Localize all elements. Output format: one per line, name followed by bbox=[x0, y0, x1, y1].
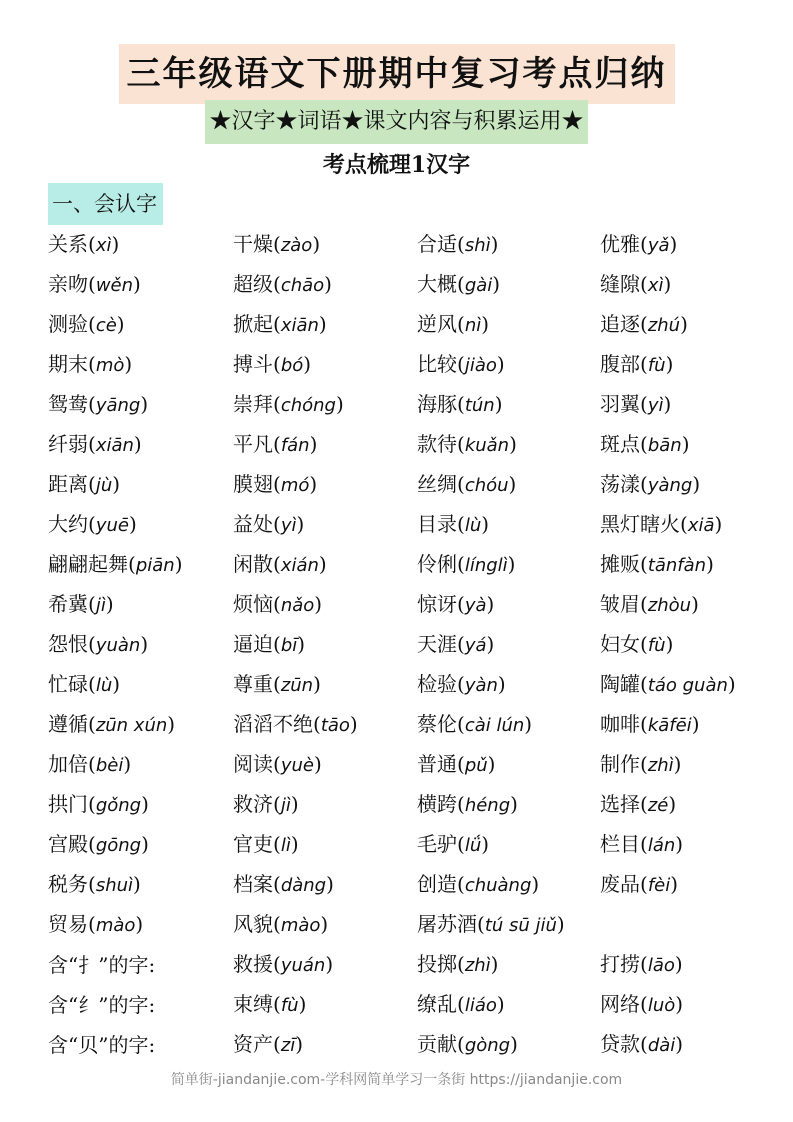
word-entry: 纤弱(xiān) bbox=[48, 432, 142, 456]
word-entry: 期末(mò) bbox=[48, 352, 133, 376]
word-entry: 普通(pǔ) bbox=[417, 752, 496, 776]
word-row bbox=[48, 225, 788, 265]
word-entry: 检验(yàn) bbox=[417, 672, 506, 696]
word-row bbox=[48, 745, 788, 785]
word-entry: 款待(kuǎn) bbox=[417, 432, 517, 456]
word-entry: 阅读(yuè) bbox=[233, 752, 322, 776]
word-entry: 拱门(gǒng) bbox=[48, 792, 149, 816]
word-entry: 伶俐(línglì) bbox=[417, 552, 516, 576]
word-entry: 风貌(mào) bbox=[233, 912, 329, 936]
word-entry: 腹部(fù) bbox=[600, 352, 674, 376]
word-entry: 贷款(dài) bbox=[600, 1032, 684, 1056]
word-row bbox=[48, 265, 788, 305]
word-row bbox=[48, 785, 788, 825]
word-entry: 膜翅(mó) bbox=[233, 472, 318, 496]
word-entry: 妇女(fù) bbox=[600, 632, 674, 656]
word-entry: 天涯(yá) bbox=[417, 632, 495, 656]
word-row bbox=[48, 905, 788, 945]
word-entry: 网络(luò) bbox=[600, 992, 684, 1016]
word-entry: 束缚(fù) bbox=[233, 992, 307, 1016]
word-row bbox=[48, 585, 788, 625]
word-row bbox=[48, 865, 788, 905]
word-entry: 尊重(zūn) bbox=[233, 672, 321, 696]
word-row bbox=[48, 625, 788, 665]
word-entry: 掀起(xiān) bbox=[233, 312, 327, 336]
word-row bbox=[48, 505, 788, 545]
word-entry: 税务(shuì) bbox=[48, 872, 141, 896]
word-entry: 距离(jù) bbox=[48, 472, 121, 496]
word-entry: 闲散(xián) bbox=[233, 552, 327, 576]
word-entry: 皱眉(zhòu) bbox=[600, 592, 699, 616]
word-entry: 丝绸(chóu) bbox=[417, 472, 517, 496]
word-entry: 毛驴(lǘ) bbox=[417, 832, 490, 856]
word-entry: 档案(dàng) bbox=[233, 872, 334, 896]
word-entry: 逼迫(bī) bbox=[233, 632, 306, 656]
page-title: 三年级语文下册期中复习考点归纳 bbox=[119, 44, 675, 104]
word-entry: 滔滔不绝(tāo) bbox=[233, 712, 358, 736]
title-container bbox=[0, 44, 793, 104]
word-entry: 缭乱(liáo) bbox=[417, 992, 505, 1016]
word-entry: 目录(lù) bbox=[417, 512, 490, 536]
word-entry: 怨恨(yuàn) bbox=[48, 632, 149, 656]
word-row bbox=[48, 665, 788, 705]
word-entry: 蔡伦(cài lún) bbox=[417, 712, 533, 736]
word-entry: 资产(zī) bbox=[233, 1032, 304, 1056]
word-entry: 烦恼(nǎo) bbox=[233, 592, 323, 616]
word-row bbox=[48, 345, 788, 385]
word-entry: 咖啡(kāfēi) bbox=[600, 712, 700, 736]
word-entry: 干燥(zào) bbox=[233, 232, 321, 256]
word-entry: 亲吻(wěn) bbox=[48, 272, 141, 296]
word-row bbox=[48, 985, 788, 1025]
word-entry: 希冀(jì) bbox=[48, 592, 114, 616]
word-entry: 救济(jì) bbox=[233, 792, 299, 816]
word-entry: 宫殿(gōng) bbox=[48, 832, 149, 856]
word-entry: 含“贝”的字: bbox=[48, 1033, 156, 1057]
word-entry: 追逐(zhú) bbox=[600, 312, 688, 336]
word-row bbox=[48, 305, 788, 345]
word-row bbox=[48, 425, 788, 465]
word-entry: 平凡(fán) bbox=[233, 432, 318, 456]
word-entry: 救援(yuán) bbox=[233, 952, 334, 976]
section-heading: 考点梳理1汉字 bbox=[322, 152, 471, 178]
word-entry: 缝隙(xì) bbox=[600, 272, 672, 296]
word-grid bbox=[48, 225, 788, 1065]
word-row bbox=[48, 465, 788, 505]
word-entry: 打捞(lāo) bbox=[600, 952, 683, 976]
word-entry: 斑点(bān) bbox=[600, 432, 690, 456]
word-entry: 合适(shì) bbox=[417, 232, 499, 256]
word-entry: 搏斗(bó) bbox=[233, 352, 312, 376]
word-entry: 黑灯瞎火(xiā) bbox=[600, 512, 723, 536]
word-entry: 逆风(nì) bbox=[417, 312, 490, 336]
word-row bbox=[48, 545, 788, 585]
word-entry: 超级(chāo) bbox=[233, 272, 332, 296]
word-entry: 制作(zhì) bbox=[600, 752, 682, 776]
word-entry: 遵循(zūn xún) bbox=[48, 712, 176, 736]
word-entry: 优雅(yǎ) bbox=[600, 232, 678, 256]
word-entry: 关系(xì) bbox=[48, 232, 120, 256]
word-entry: 含“扌”的字: bbox=[48, 953, 156, 977]
word-entry: 官吏(lì) bbox=[233, 832, 299, 856]
word-entry: 陶罐(táo guàn) bbox=[600, 672, 736, 696]
word-entry: 加倍(bèi) bbox=[48, 752, 132, 776]
word-entry: 鸳鸯(yāng) bbox=[48, 392, 149, 416]
word-entry: 废品(fèi) bbox=[600, 872, 679, 896]
word-row bbox=[48, 945, 788, 985]
word-entry: 选择(zé) bbox=[600, 792, 677, 816]
word-entry: 摊贩(tānfàn) bbox=[600, 552, 714, 576]
word-entry: 翩翩起舞(piān) bbox=[48, 552, 183, 576]
word-entry: 荡漾(yàng) bbox=[600, 472, 701, 496]
word-row bbox=[48, 705, 788, 745]
word-entry: 比较(jiào) bbox=[417, 352, 505, 376]
word-entry: 益处(yì) bbox=[233, 512, 305, 536]
word-entry: 含“纟”的字: bbox=[48, 993, 156, 1017]
word-entry: 创造(chuàng) bbox=[417, 872, 540, 896]
word-entry: 崇拜(chóng) bbox=[233, 392, 344, 416]
word-entry: 贸易(mào) bbox=[48, 912, 144, 936]
word-row bbox=[48, 1025, 788, 1065]
word-entry: 大约(yuē) bbox=[48, 512, 137, 536]
word-entry: 忙碌(lù) bbox=[48, 672, 121, 696]
word-row bbox=[48, 825, 788, 865]
word-entry: 屠苏酒(tú sū jiǔ) bbox=[417, 912, 565, 936]
word-entry: 惊讶(yà) bbox=[417, 592, 495, 616]
word-entry: 海豚(tún) bbox=[417, 392, 503, 416]
subtitle-container bbox=[0, 100, 793, 144]
word-entry: 大概(gài) bbox=[417, 272, 501, 296]
subsection-label: 一、会认字 bbox=[48, 183, 163, 225]
word-entry: 贡献(gòng) bbox=[417, 1032, 518, 1056]
page-subtitle: ★汉字★词语★课文内容与积累运用★ bbox=[205, 100, 587, 144]
word-entry: 测验(cè) bbox=[48, 312, 125, 336]
word-row bbox=[48, 385, 788, 425]
page-footer: 简单街-jiandanjie.com-学科网简单学习一条街 https://jiandanjie.com bbox=[170, 1072, 623, 1088]
word-entry: 羽翼(yì) bbox=[600, 392, 672, 416]
word-entry: 横跨(héng) bbox=[417, 792, 518, 816]
word-entry: 投掷(zhì) bbox=[417, 952, 499, 976]
word-entry: 栏目(lán) bbox=[600, 832, 684, 856]
